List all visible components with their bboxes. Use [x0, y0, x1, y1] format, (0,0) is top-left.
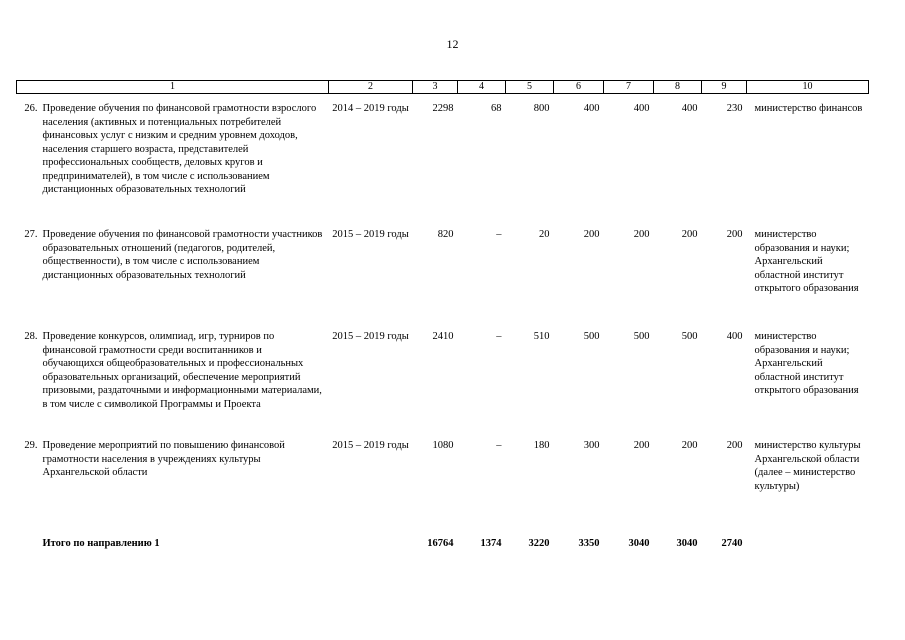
total-2017-cell: 3040	[628, 538, 650, 549]
year-2017-cell: 200	[633, 229, 650, 240]
year-2014-cell: –	[496, 331, 502, 342]
activity-cell	[17, 330, 329, 439]
row-index: 28.	[24, 331, 38, 342]
executor-cell: министерство образования и науки; Архангельский областной институт открытого образования	[754, 229, 859, 294]
total-cell: 820	[437, 229, 454, 240]
year-2018-cell: 200	[681, 229, 698, 240]
year-2017-cell: 400	[633, 103, 650, 114]
year-2018-cell: 200	[681, 440, 698, 451]
year-2015-cell: 800	[533, 103, 550, 114]
year-2015-cell: 180	[533, 440, 550, 451]
year-2016-cell: 400	[583, 103, 600, 114]
activity-title: Проведение конкурсов, олимпиад, игр, турниров по финансовой грамотности среди воспитанников и обучающихся общеобразовательных и профессиональных образовательных организаций, обеспечение мероприятий призовыми, раздаточными и информационными материалами, в том числе с символикой Программы и Проекта	[42, 331, 322, 410]
year-2017-cell: 200	[633, 440, 650, 451]
total-2019-cell: 2740	[721, 538, 743, 549]
total-cell: 2298	[432, 103, 454, 114]
total-2016-cell: 3350	[578, 538, 600, 549]
column-header-9: 9	[702, 81, 747, 94]
total-row	[17, 535, 869, 551]
column-header-10: 10	[747, 81, 869, 94]
total-sum-cell: 16764	[427, 538, 454, 549]
activity-title: Проведение обучения по финансовой грамотности участников образовательных отношений (педагогов, родителей, общественности), в том числе с использованием дистанционных образовательных технологий	[42, 229, 323, 281]
year-2018-cell: 500	[681, 331, 698, 342]
executor-cell: министерство культуры Архангельской области (далее – министерство культуры)	[754, 440, 861, 492]
total-2015-cell: 3220	[528, 538, 550, 549]
year-2016-cell: 500	[583, 331, 600, 342]
header-row	[17, 81, 869, 94]
column-header-6: 6	[554, 81, 604, 94]
year-2019-cell: 200	[726, 440, 743, 451]
activity-cell	[17, 102, 329, 228]
year-2016-cell: 300	[583, 440, 600, 451]
year-2019-cell: 400	[726, 331, 743, 342]
period-cell: 2014 – 2019 годы	[332, 103, 409, 114]
column-header-4: 4	[458, 81, 506, 94]
total-2018-cell: 3040	[676, 538, 698, 549]
year-2015-cell: 510	[533, 331, 550, 342]
period-cell: 2015 – 2019 годы	[332, 440, 409, 451]
year-2019-cell: 230	[726, 103, 743, 114]
year-2015-cell: 20	[539, 229, 550, 240]
activity-title: Проведение обучения по финансовой грамотности взрослого населения (активных и потенциальных потребителей финансовых услуг с низким и средним уровнем доходов, населения старшего возраста, представителей профессиональных сообществ, деловых кругов и предпринимателей), в том числе с использованием дистанционных образовательных технологий	[42, 103, 317, 195]
total-executor-cell	[747, 535, 869, 551]
total-cell: 2410	[432, 331, 454, 342]
table-row	[17, 228, 869, 330]
activity-cell	[17, 439, 329, 535]
total-label: Итого по направлению 1	[42, 538, 160, 549]
year-2019-cell: 200	[726, 229, 743, 240]
executor-cell: министерство образования и науки; Архангельский областной институт открытого образования	[754, 331, 859, 396]
table-row	[17, 330, 869, 439]
year-2016-cell: 200	[583, 229, 600, 240]
column-header-7: 7	[604, 81, 654, 94]
column-header-8: 8	[654, 81, 702, 94]
year-2014-cell: 68	[491, 103, 502, 114]
column-header-1: 1	[17, 81, 329, 94]
row-index: 27.	[24, 229, 38, 240]
program-activities-table	[16, 80, 869, 551]
activity-cell	[17, 228, 329, 330]
page-number: 12	[446, 37, 459, 51]
total-cell: 1080	[432, 440, 454, 451]
year-2014-cell: –	[496, 229, 502, 240]
row-index: 29.	[24, 440, 38, 451]
column-header-3: 3	[413, 81, 458, 94]
year-2017-cell: 500	[633, 331, 650, 342]
year-2018-cell: 400	[681, 103, 698, 114]
column-header-2: 2	[329, 81, 413, 94]
year-2014-cell: –	[496, 440, 502, 451]
total-period-cell	[329, 535, 413, 551]
executor-cell: министерство финансов	[754, 103, 863, 114]
table-row	[17, 439, 869, 535]
period-cell: 2015 – 2019 годы	[332, 229, 409, 240]
column-header-5: 5	[506, 81, 554, 94]
period-cell: 2015 – 2019 годы	[332, 331, 409, 342]
total-2014-cell: 1374	[480, 538, 502, 549]
row-index: 26.	[24, 103, 38, 114]
table-row	[17, 102, 869, 228]
activity-title: Проведение мероприятий по повышению финансовой грамотности населения в учреждениях культуры Архангельской области	[42, 440, 285, 478]
